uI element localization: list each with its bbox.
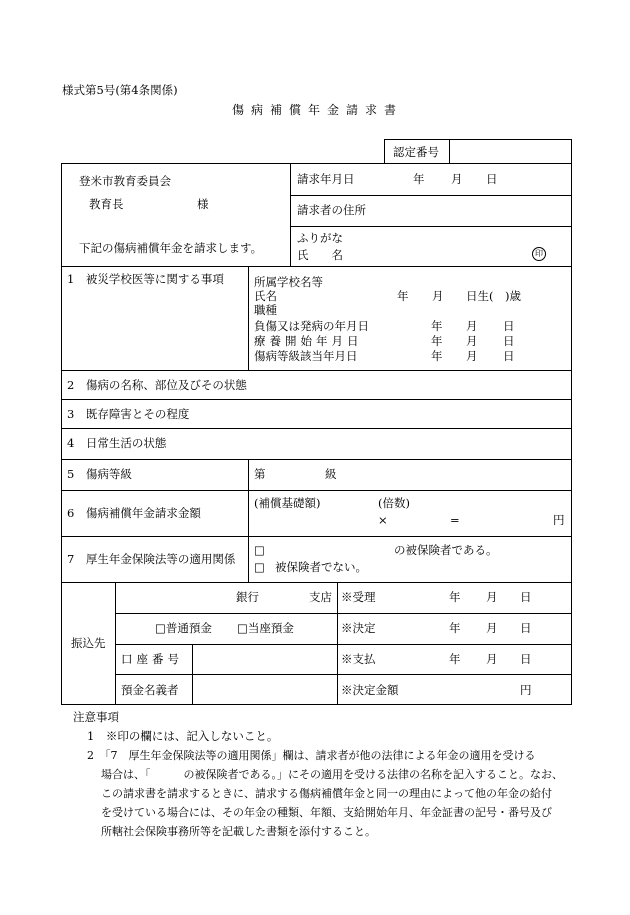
section3-label: 3 既存障害とその程度: [67, 407, 190, 421]
amount-yen: 円: [553, 513, 565, 527]
grade-suffix: 級: [325, 467, 337, 481]
decided-amount-yen: 円: [520, 683, 532, 697]
addressee-role: 教育長: [89, 197, 124, 211]
injury-year: 年: [431, 319, 443, 333]
page-title: 傷病補償年金請求書: [232, 103, 404, 117]
paid-label: ※支払: [341, 652, 376, 666]
seal-mark-icon: 印: [532, 247, 546, 261]
grade-year: 年: [431, 349, 443, 363]
form-number: 様式第5号(第4条関係): [62, 83, 178, 97]
claimant-name-label: 氏 名: [297, 248, 343, 262]
claimant-address-label: 請求者の住所: [297, 203, 366, 217]
claimant-furigana-label: ふりがな: [297, 231, 343, 245]
grade-date-label: 傷病等級該当年月日: [254, 349, 358, 363]
times-sign: ×: [378, 513, 388, 527]
section5-label: 5 傷病等級: [67, 467, 132, 481]
note-2-line-3: この請求書を請求するときに、請求する傷病補償年金と同一の理由によって他の年金の給付: [101, 787, 552, 800]
received-year: 年: [449, 590, 461, 604]
section2-label: 2 傷病の名称、部位及びその状態: [67, 378, 247, 392]
birth-year: 年: [397, 289, 409, 303]
decided-month: 月: [486, 621, 498, 635]
section6-label: 6 傷病補償年金請求金額: [67, 506, 201, 520]
paid-month: 月: [486, 652, 498, 666]
treatment-year: 年: [431, 334, 443, 348]
addressee-honorific: 様: [197, 197, 209, 211]
account-holder-label: 預金名義者: [121, 683, 179, 697]
note-2-line-5: 所轄社会保険事務所等を記載した書類を添付すること。: [101, 825, 376, 838]
note-2-line-4: を受けている場合には、その年金の種類、年額、支給開始年月、年金証書の記号・番号及び: [101, 806, 552, 819]
injury-date-label: 負傷又は発病の年月日: [254, 319, 369, 333]
ordinary-deposit-checkbox[interactable]: □普通預金: [155, 621, 212, 635]
current-deposit-checkbox[interactable]: □当座預金: [237, 621, 294, 635]
school-name-label: 所属学校名等: [254, 275, 323, 289]
birth-day-age: 日生( )歳: [466, 289, 521, 303]
birth-month: 月: [432, 289, 444, 303]
paid-year: 年: [449, 652, 461, 666]
account-number-label: 口座番号: [121, 652, 183, 666]
injury-month: 月: [466, 319, 478, 333]
claim-date-month: 月: [451, 172, 463, 186]
insured-checkbox[interactable]: □: [254, 543, 265, 557]
branch-label: 支店: [309, 590, 332, 604]
received-label: ※受理: [341, 590, 376, 604]
note-1: 1 ※印の欄には、記入しないこと。: [87, 729, 279, 743]
note-2-line-2: 場合は、「 の被保険者である。」にその適用を受ける法律の名称を記入すること。なお、: [101, 768, 563, 781]
transfer-label: 振込先: [71, 636, 106, 650]
not-insured-checkbox[interactable]: □: [254, 560, 265, 574]
note-2-line-1: 2 「7 厚生年金保険法等の適用関係」欄は、請求者が他の法律による年金の適用を受ける: [87, 749, 536, 762]
bank-label: 銀行: [236, 590, 259, 604]
section4-label: 4 日常生活の状態: [67, 436, 167, 450]
base-amount-label: (補償基礎額): [254, 496, 321, 510]
decided-amount-label: ※決定金額: [341, 683, 399, 697]
claim-date-day: 日: [486, 172, 498, 186]
treatment-start-label: 療養開始年月日: [254, 334, 363, 348]
injury-day: 日: [503, 319, 515, 333]
decided-day: 日: [520, 621, 532, 635]
request-statement: 下記の傷病補償年金を請求します。: [79, 241, 263, 255]
received-month: 月: [486, 590, 498, 604]
treatment-day: 日: [503, 334, 515, 348]
grade-day: 日: [503, 349, 515, 363]
claim-date-label: 請求年月日: [297, 172, 355, 186]
section1-label: 1 被災学校医等に関する事項: [67, 272, 224, 286]
claim-date-year: 年: [413, 172, 425, 186]
job-label: 職種: [254, 303, 277, 317]
insured-option-text: の被保険者である。: [394, 543, 498, 557]
section7-label: 7 厚生年金保険法等の適用関係: [67, 552, 236, 566]
notes-heading: 注意事項: [73, 710, 119, 724]
person-name-label: 氏名: [254, 289, 277, 303]
grade-prefix: 第: [254, 467, 266, 481]
grade-month: 月: [466, 349, 478, 363]
not-insured-option-text: 被保険者でない。: [275, 560, 367, 574]
cert-number-field[interactable]: [452, 141, 570, 162]
equals-sign: =: [450, 513, 460, 527]
treatment-month: 月: [466, 334, 478, 348]
cert-number-label: 認定番号: [393, 145, 439, 159]
paid-day: 日: [520, 652, 532, 666]
decided-label: ※決定: [341, 621, 376, 635]
multiplier-label: (倍数): [378, 496, 410, 510]
decided-year: 年: [449, 621, 461, 635]
addressee-org: 登米市教育委員会: [79, 174, 171, 188]
received-day: 日: [520, 590, 532, 604]
